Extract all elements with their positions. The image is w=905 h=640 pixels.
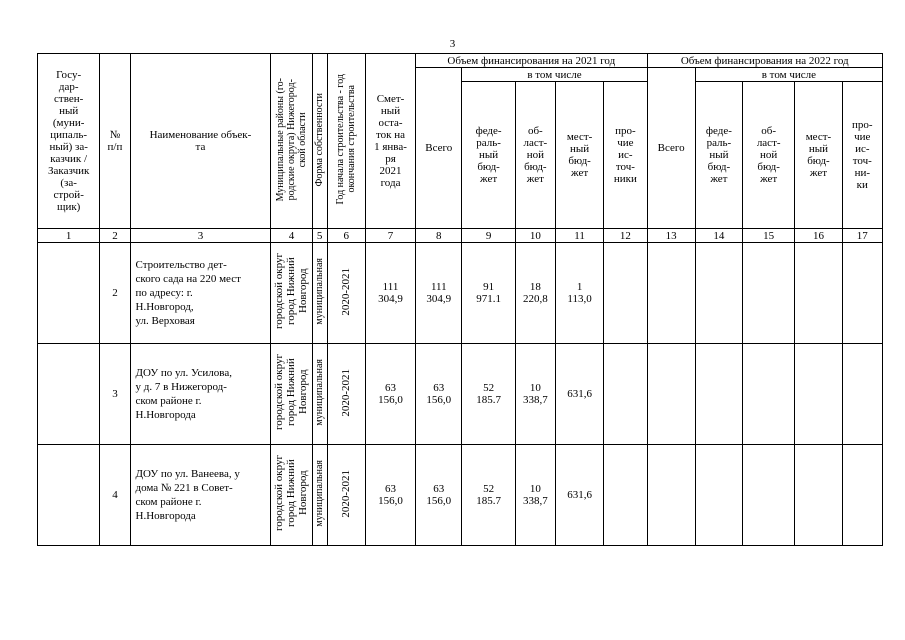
column-number: 3 <box>130 229 271 243</box>
object-name: ДОУ по ул. Ванеева, у дома № 221 в Совет- ском районе г. Н.Новгорода <box>130 445 271 546</box>
local-2022-cell <box>795 344 842 445</box>
column-number: 5 <box>312 229 327 243</box>
column-number: 17 <box>842 229 882 243</box>
header-name: Наименование объек- та <box>130 54 271 229</box>
header-total-2022: Всего <box>647 68 695 229</box>
local-2022-cell <box>795 243 842 344</box>
other-2022-cell <box>842 243 882 344</box>
total-2022-cell <box>647 344 695 445</box>
regional-2021-cell: 18 220,8 <box>515 243 555 344</box>
column-number: 2 <box>100 229 130 243</box>
column-number: 10 <box>515 229 555 243</box>
regional-2022-cell <box>743 243 795 344</box>
column-number: 8 <box>416 229 462 243</box>
column-numbers-row <box>38 229 883 243</box>
column-number: 6 <box>327 229 365 243</box>
federal-2022-cell <box>695 445 742 546</box>
column-number: 13 <box>647 229 695 243</box>
years-cell: 2020-2021 <box>340 267 353 316</box>
municipal-cell: городской округ город Нижний Новгород <box>273 253 310 330</box>
header-num: № п/п <box>100 54 130 229</box>
table-row <box>38 243 883 344</box>
column-number: 14 <box>695 229 742 243</box>
column-number: 16 <box>795 229 842 243</box>
financing-table <box>37 53 883 546</box>
object-name: Строительство дет- ского сада на 220 мест по адресу: г. Н.Новгород, ул. Верховая <box>130 243 271 344</box>
ownership-cell: муниципальная <box>313 460 325 527</box>
header-federal-2022: феде- раль- ный бюд- жет <box>695 82 742 229</box>
local-2021-cell: 1 113,0 <box>555 243 603 344</box>
header-ownership: Форма собственности <box>314 92 326 187</box>
total-2022-cell <box>647 445 695 546</box>
row-number: 2 <box>100 243 130 344</box>
federal-2021-cell: 52 185.7 <box>462 445 515 546</box>
header-other-2022: про- чие ис- точ- ни- ки <box>842 82 882 229</box>
years-cell: 2020-2021 <box>340 469 353 518</box>
column-number: 15 <box>743 229 795 243</box>
header-estimate: Смет- ный оста- ток на 1 янва- ря 2021 года <box>365 54 415 229</box>
federal-2022-cell <box>695 243 742 344</box>
page-number: 3 <box>449 38 456 50</box>
years-cell: 2020-2021 <box>340 368 353 417</box>
header-federal-2021: феде- раль- ный бюд- жет <box>462 82 515 229</box>
column-number: 4 <box>271 229 312 243</box>
header-fin-2022: Объем финансирования на 2022 год <box>647 54 883 68</box>
local-2021-cell: 631,6 <box>555 445 603 546</box>
regional-2022-cell <box>743 344 795 445</box>
header-including-2021: в том числе <box>462 68 647 82</box>
customer-cell <box>38 243 100 344</box>
header-other-2021: про- чие ис- точ- ники <box>604 82 647 229</box>
row-number: 4 <box>100 445 130 546</box>
header-including-2022: в том числе <box>695 68 882 82</box>
total-2021-cell: 63 156,0 <box>416 445 462 546</box>
ownership-cell: муниципальная <box>313 359 325 426</box>
other-2021-cell <box>604 445 647 546</box>
estimate-cell: 111 304,9 <box>365 243 415 344</box>
municipal-cell: городской округ город Нижний Новгород <box>273 455 310 532</box>
object-name: ДОУ по ул. Усилова, у д. 7 в Нижегород- ском районе г. Н.Новгорода <box>130 344 271 445</box>
column-number: 7 <box>365 229 415 243</box>
customer-cell <box>38 344 100 445</box>
total-2021-cell: 111 304,9 <box>416 243 462 344</box>
other-2021-cell <box>604 344 647 445</box>
header-fin-2021: Объем финансирования на 2021 год <box>416 54 647 68</box>
local-2022-cell <box>795 445 842 546</box>
table-row <box>38 344 883 445</box>
header-regional-2021: об- ласт- ной бюд- жет <box>515 82 555 229</box>
regional-2022-cell <box>743 445 795 546</box>
other-2021-cell <box>604 243 647 344</box>
header-years: Год начала строительства - год окончания строительства <box>335 74 358 205</box>
header-local-2022: мест- ный бюд- жет <box>795 82 842 229</box>
column-number: 11 <box>555 229 603 243</box>
header-local-2021: мест- ный бюд- жет <box>555 82 603 229</box>
column-number: 1 <box>38 229 100 243</box>
header-regional-2022: об- ласт- ной бюд- жет <box>743 82 795 229</box>
regional-2021-cell: 10 338,7 <box>515 344 555 445</box>
header-total-2021: Всего <box>416 68 462 229</box>
other-2022-cell <box>842 445 882 546</box>
total-2022-cell <box>647 243 695 344</box>
table-row <box>38 445 883 546</box>
federal-2021-cell: 91 971.1 <box>462 243 515 344</box>
column-number: 12 <box>604 229 647 243</box>
total-2021-cell: 63 156,0 <box>416 344 462 445</box>
regional-2021-cell: 10 338,7 <box>515 445 555 546</box>
other-2022-cell <box>842 344 882 445</box>
header-municipal: Муниципальные районы (го- родские округа) Нижегород- ской области <box>274 77 308 202</box>
customer-cell <box>38 445 100 546</box>
municipal-cell: городской округ город Нижний Новгород <box>273 354 310 431</box>
federal-2022-cell <box>695 344 742 445</box>
federal-2021-cell: 52 185.7 <box>462 344 515 445</box>
estimate-cell: 63 156,0 <box>365 344 415 445</box>
header-customer: Госу- дар- ствен- ный (муни- ципаль- ный) за- казчик / Заказчик (за- строй- щик) <box>38 54 100 229</box>
estimate-cell: 63 156,0 <box>365 445 415 546</box>
row-number: 3 <box>100 344 130 445</box>
local-2021-cell: 631,6 <box>555 344 603 445</box>
ownership-cell: муниципальная <box>313 258 325 325</box>
column-number: 9 <box>462 229 515 243</box>
